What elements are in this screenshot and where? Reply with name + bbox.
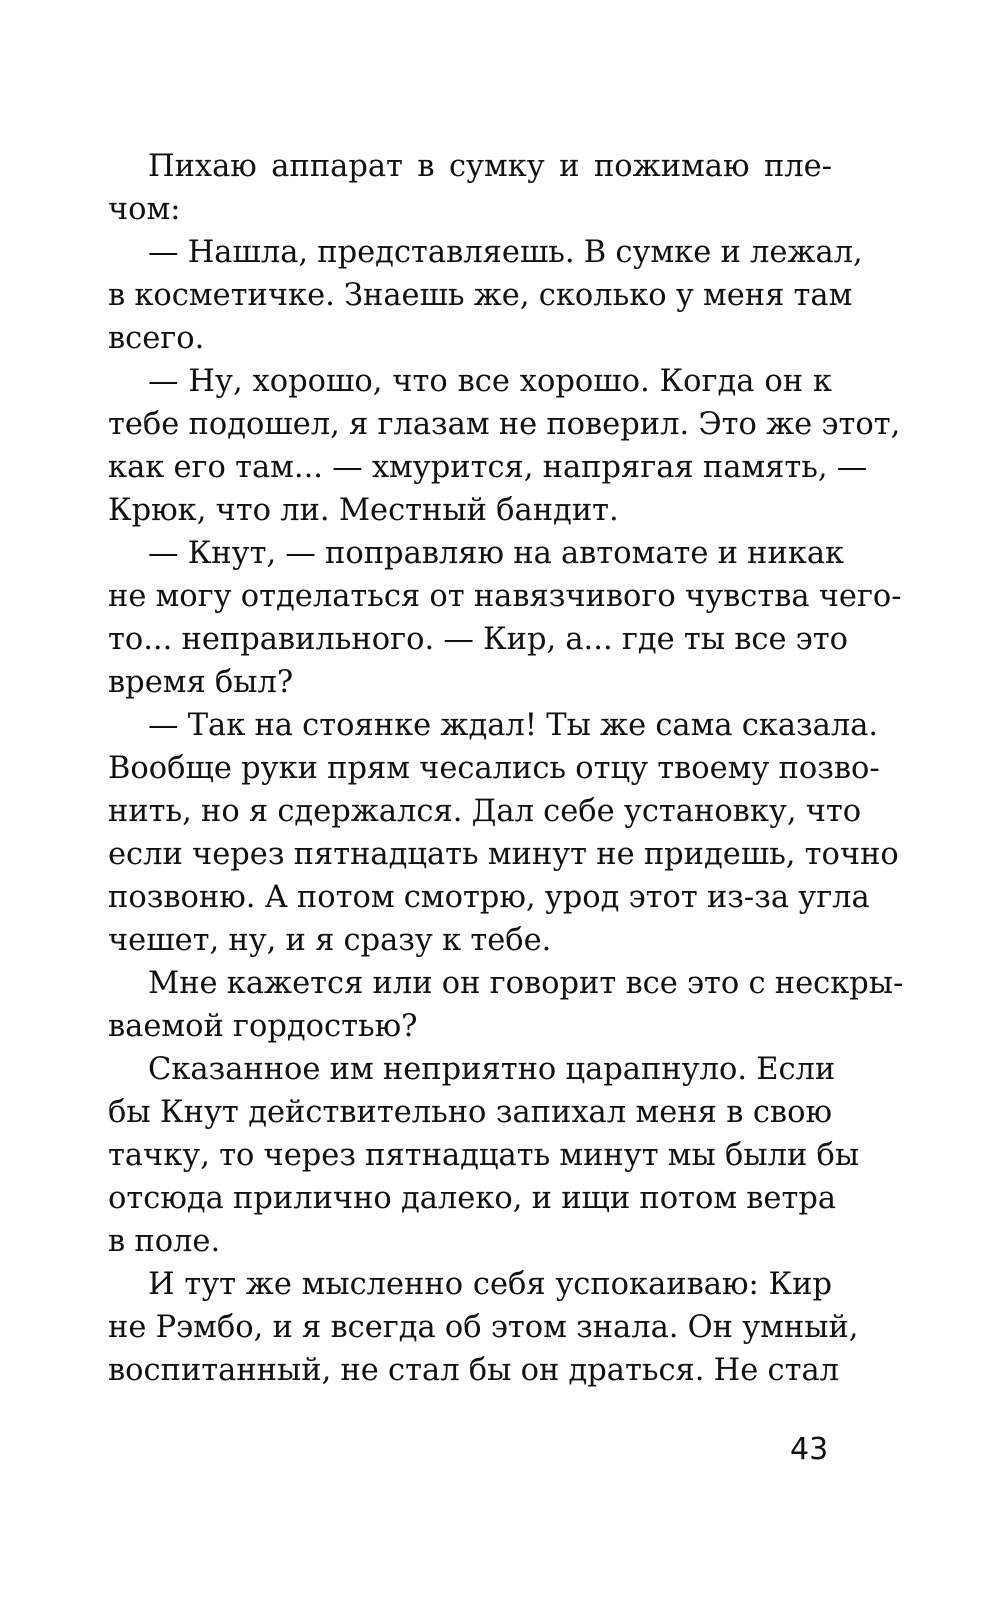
text-line: Сказанное им неприятно царапнуло. Если [148, 1052, 836, 1087]
text-line: чом: [108, 192, 181, 227]
text-line: И тут же мысленно себя успокаиваю: Кир [148, 1267, 832, 1302]
text-line: тебе подошел, я глазам не поверил. Это же этот, [108, 407, 901, 442]
text-line: как его там... — хмурится, напрягая память, — [108, 450, 868, 485]
text-line: отсюда прилично далеко, и ищи потом ветра [108, 1181, 837, 1216]
page-number: 43 [790, 1432, 829, 1467]
text-line: позвоню. А потом смотрю, урод этот из-за угла [108, 880, 870, 915]
text-line: бы Кнут действительно запихал меня в свою [108, 1095, 832, 1130]
text-line: время был? [108, 665, 294, 700]
text-line: в поле. [108, 1224, 221, 1259]
text-line: — Так на стоянке ждал! Ты же сама сказала. [148, 708, 879, 743]
text-line: ваемой гордостью? [108, 1009, 418, 1044]
text-line: всего. [108, 321, 205, 356]
text-line: в косметичке. Знаешь же, сколько у меня там [108, 278, 853, 313]
text-line: Пихаю аппарат в сумку и пожимаю пле- [148, 149, 832, 184]
text-line: Вообще руки прям чесались отцу твоему позво- [108, 751, 880, 786]
text-line: — Кнут, — поправляю на автомате и никак [148, 536, 845, 571]
text-line: воспитанный, не стал бы он драться. Не стал [108, 1353, 840, 1388]
text-line: то... неправильного. — Кир, а... где ты все это [108, 622, 849, 657]
text-line: если через пятнадцать минут не придешь, точно [108, 837, 899, 872]
text-line: тачку, то через пятнадцать минут мы были бы [108, 1138, 860, 1173]
text-line: Мне кажется или он говорит все это с нескры- [148, 966, 904, 1001]
text-line: нить, но я сдержался. Дал себе установку, что [108, 794, 862, 829]
text-line: не Рэмбо, и я всегда об этом знала. Он умный, [108, 1310, 859, 1345]
text-line: — Нашла, представляешь. В сумке и лежал, [148, 235, 863, 270]
text-line: не могу отделаться от навязчивого чувства чего- [108, 579, 902, 614]
page-text [108, 145, 904, 1392]
text-line: чешет, ну, и я сразу к тебе. [108, 923, 552, 958]
text-line: — Ну, хорошо, что все хорошо. Когда он к [148, 364, 832, 399]
text-line: Крюк, что ли. Местный бандит. [108, 493, 619, 528]
